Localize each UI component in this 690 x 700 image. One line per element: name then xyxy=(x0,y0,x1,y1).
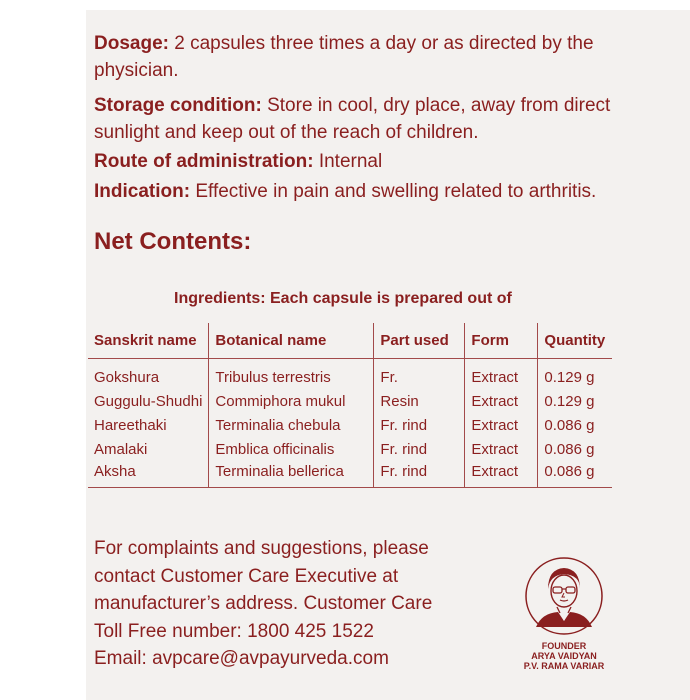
cell-botanical: Emblica officinalis xyxy=(209,437,374,461)
cell-sanskrit: Guggulu-Shudhi xyxy=(94,392,203,410)
founder-portrait-icon xyxy=(524,555,604,637)
cell-botanical: Terminalia chebula xyxy=(209,413,374,437)
cell-part: Resin xyxy=(374,389,465,413)
cell-quantity: 0.086 g xyxy=(538,437,613,461)
dosage-label: Dosage: xyxy=(94,33,169,54)
ingredients-title: Ingredients: Each capsule is prepared out of xyxy=(174,290,512,307)
cell-sanskrit: Amalaki xyxy=(94,440,148,458)
cell-form: Extract xyxy=(465,389,538,413)
cell-part: Fr. rind xyxy=(374,413,465,437)
cell-part: Fr. rind xyxy=(374,461,465,488)
cell-form: Extract xyxy=(465,359,538,390)
cell-part: Fr. xyxy=(374,359,465,390)
table-row xyxy=(88,389,612,413)
contact-line: manufacturer’s address. Customer Care xyxy=(94,593,433,614)
toll-free-line: Toll Free number: 1800 425 1522 xyxy=(94,620,374,642)
header-sanskrit-name: Sanskrit name xyxy=(88,323,209,359)
cell-quantity: 0.129 g xyxy=(538,389,613,413)
route-label: Route of administration: xyxy=(94,151,314,172)
table-row xyxy=(88,359,612,390)
cell-form: Extract xyxy=(465,413,538,437)
contact-line: contact Customer Care Executive at xyxy=(94,565,399,587)
cell-quantity: 0.086 g xyxy=(538,461,613,488)
cell-sanskrit: Gokshura xyxy=(94,368,160,386)
email-line: Email: avpcare@avpayurveda.com xyxy=(94,648,389,669)
storage-text: Store in cool, dry place, away from direct sunlight and keep out of the reach of children. xyxy=(94,95,611,143)
ingredients-table xyxy=(88,323,612,488)
founder-caption: FOUNDER xyxy=(541,641,587,651)
indication-label: Indication: xyxy=(94,181,191,202)
contact-line: For complaints and suggestions, please xyxy=(94,538,429,559)
indication-paragraph xyxy=(94,178,654,205)
table-row xyxy=(88,413,612,437)
header-botanical-name: Botanical name xyxy=(209,323,374,359)
storage-label: Storage condition: xyxy=(94,95,262,116)
cell-part: Fr. rind xyxy=(374,437,465,461)
cell-quantity: 0.086 g xyxy=(538,413,613,437)
header-form: Form xyxy=(465,323,538,359)
cell-quantity: 0.129 g xyxy=(538,359,613,390)
header-part-used: Part used xyxy=(374,323,465,359)
indication-text: Effective in pain and swelling related to arthritis. xyxy=(190,181,597,202)
table-header-row xyxy=(88,323,612,359)
cell-form: Extract xyxy=(465,437,538,461)
header-quantity: Quantity xyxy=(538,323,613,359)
contact-block xyxy=(94,535,454,673)
cell-botanical: Terminalia bellerica xyxy=(209,461,374,488)
founder-title: ARYA VAIDYAN xyxy=(531,651,597,661)
cell-sanskrit: Aksha xyxy=(88,461,209,488)
founder-name: P.V. RAMA VARIAR xyxy=(523,661,605,671)
cell-sanskrit: Hareethaki xyxy=(94,416,167,434)
net-contents-heading: Net Contents: xyxy=(94,228,252,255)
table-row xyxy=(88,437,612,461)
route-text: Internal xyxy=(313,151,383,172)
storage-paragraph xyxy=(94,92,654,146)
dosage-text: 2 capsules three times a day or as directed by the physician. xyxy=(94,33,594,81)
founder-emblem xyxy=(509,555,619,671)
cell-botanical: Commiphora mukul xyxy=(209,389,374,413)
route-paragraph xyxy=(94,148,654,175)
cell-form: Extract xyxy=(465,461,538,488)
cell-botanical: Tribulus terrestris xyxy=(209,359,374,390)
table-row xyxy=(88,461,612,488)
dosage-paragraph xyxy=(94,30,654,84)
